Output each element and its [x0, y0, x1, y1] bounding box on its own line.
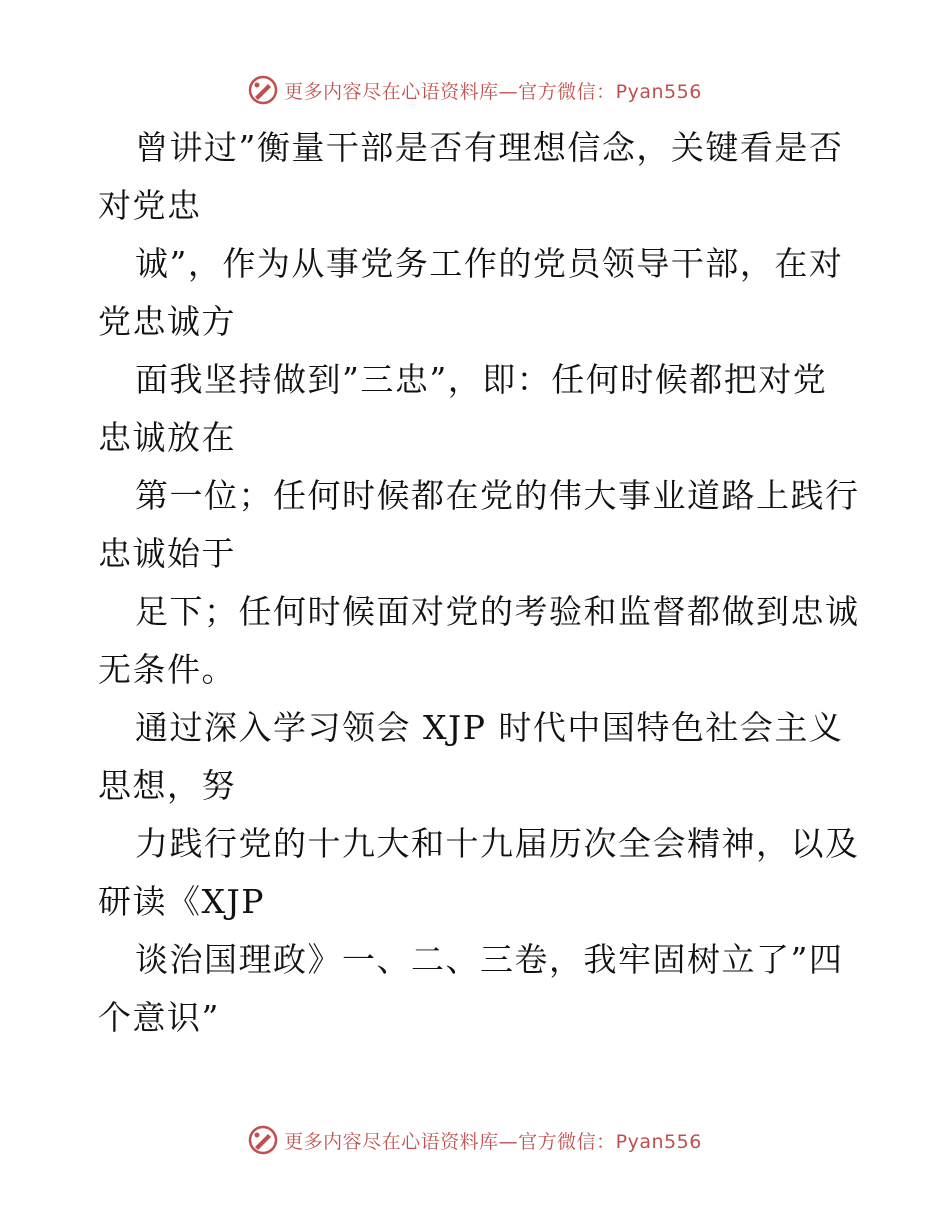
- footer-banner: [0, 1120, 950, 1160]
- body-line: 曾讲过”衡量干部是否有理想信念，关键看是否: [135, 128, 844, 167]
- body-line: 对党忠: [98, 186, 202, 225]
- brand-logo-icon: [248, 1125, 278, 1155]
- body-line: 研读《XJP: [98, 882, 265, 921]
- body-line: 诚”，作为从事党务工作的党员领导干部，在对: [135, 244, 844, 283]
- body-line: 党忠诚方: [98, 302, 236, 341]
- footer-banner-text: 更多内容尽在心语资料库—官方微信：Pyan556: [284, 1130, 702, 1153]
- body-line: 通过深入学习领会 XJP 时代中国特色社会主义: [135, 708, 844, 747]
- body-line: 第一位；任何时候都在党的伟大事业道路上践行: [135, 476, 860, 515]
- header-banner: [0, 70, 950, 110]
- body-line: 忠诚始于: [98, 534, 236, 573]
- body-line: 个意识”: [98, 998, 220, 1037]
- body-line: 忠诚放在: [98, 418, 236, 457]
- body-line: 力践行党的十九大和十九届历次全会精神，以及: [135, 824, 860, 863]
- header-banner-text: 更多内容尽在心语资料库—官方微信：Pyan556: [284, 80, 702, 103]
- body-line: 面我坚持做到”三忠”，即：任何时候都把对党: [135, 360, 828, 399]
- brand-logo-icon: [248, 75, 278, 105]
- body-line: 思想，努: [98, 766, 236, 805]
- body-line: 谈治国理政》一、二、三卷，我牢固树立了”四: [135, 940, 844, 979]
- body-line: 足下；任何时候面对党的考验和监督都做到忠诚: [135, 592, 860, 631]
- body-line: 无条件。: [98, 650, 236, 689]
